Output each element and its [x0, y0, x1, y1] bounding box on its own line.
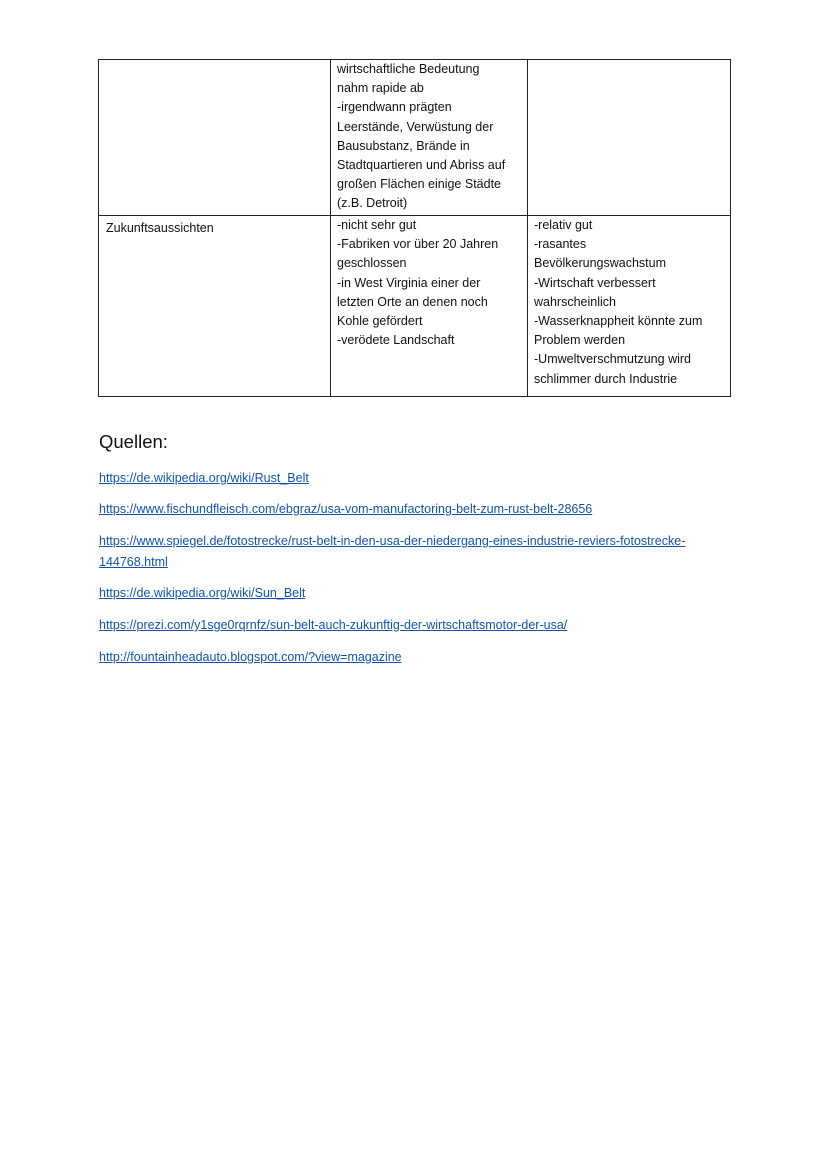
- table-row-zukunftsaussichten: [99, 216, 731, 397]
- cell-text-line: -Fabriken vor über 20 Jahren: [337, 237, 499, 252]
- cell-text-line: schlimmer durch Industrie: [534, 371, 678, 386]
- sun-belt-cell-zukunft: [528, 216, 731, 397]
- cell-text-line: -Wasserknappheit könnte zum: [534, 314, 703, 329]
- cell-text-line: -Wirtschaft verbessert: [534, 275, 656, 290]
- source-link-fischundfleisch[interactable]: https://www.fischundfleisch.com/ebgraz/usa-vom-manufactoring-belt-zum-rust-belt-28656: [99, 502, 593, 516]
- cell-text-line: Stadtquartieren und Abriss auf: [337, 158, 506, 173]
- source-link-fountainheadauto[interactable]: http://fountainheadauto.blogspot.com/?view=magazine: [99, 650, 402, 664]
- cell-text-line: geschlossen: [337, 256, 407, 271]
- cell-text-line: wirtschaftliche Bedeutung: [337, 62, 480, 76]
- cell-text-line: letzten Orte an denen noch: [337, 294, 488, 309]
- cell-text-line: -verödete Landschaft: [337, 333, 455, 348]
- source-link-spiegel-continued[interactable]: 144768.html: [99, 555, 168, 569]
- cell-text-line: Problem werden: [534, 333, 626, 348]
- cell-text-line: Bevölkerungswachstum: [534, 256, 667, 271]
- cell-text-line: -rasantes: [534, 237, 587, 252]
- cell-text-line: Leerstände, Verwüstung der: [337, 119, 494, 134]
- cell-text-line: -relativ gut: [534, 218, 593, 232]
- cell-text-line: wahrscheinlich: [534, 294, 616, 309]
- sun-belt-cell-continuation: [528, 60, 731, 216]
- row-label-continuation: [99, 60, 331, 216]
- cell-text-line: Kohle gefördert: [337, 314, 423, 329]
- cell-text-line: -irgendwann prägten: [337, 100, 452, 115]
- source-link-spiegel[interactable]: https://www.spiegel.de/fotostrecke/rust-belt-in-den-usa-der-niedergang-eines-industrie-reviers-fotostrecke-: [99, 534, 686, 548]
- table-row-continuation: [99, 60, 731, 216]
- cell-text-line: (z.B. Detroit): [337, 196, 408, 211]
- rust-belt-cell-zukunft: [331, 216, 528, 397]
- cell-text-line: -Umweltverschmutzung wird: [534, 352, 691, 367]
- cell-text-line: großen Flächen einige Städte: [337, 177, 501, 192]
- rust-belt-cell-continuation: [331, 60, 528, 216]
- cell-text-line: -in West Virginia einer der: [337, 275, 481, 290]
- row-label-zukunftsaussichten: Zukunftsaussichten: [99, 216, 331, 397]
- sources-heading: Quellen:: [99, 431, 168, 452]
- source-link-wikipedia-rust-belt[interactable]: https://de.wikipedia.org/wiki/Rust_Belt: [99, 471, 309, 485]
- comparison-table: [98, 59, 731, 397]
- cell-text-line: -nicht sehr gut: [337, 218, 417, 232]
- cell-text-line: Bausubstanz, Brände in: [337, 138, 470, 153]
- source-link-prezi[interactable]: https://prezi.com/y1sge0rqrnfz/sun-belt-auch-zukunftig-der-wirtschaftsmotor-der-usa/: [99, 618, 568, 632]
- source-link-wikipedia-sun-belt[interactable]: https://de.wikipedia.org/wiki/Sun_Belt: [99, 586, 306, 600]
- cell-text-line: nahm rapide ab: [337, 81, 424, 96]
